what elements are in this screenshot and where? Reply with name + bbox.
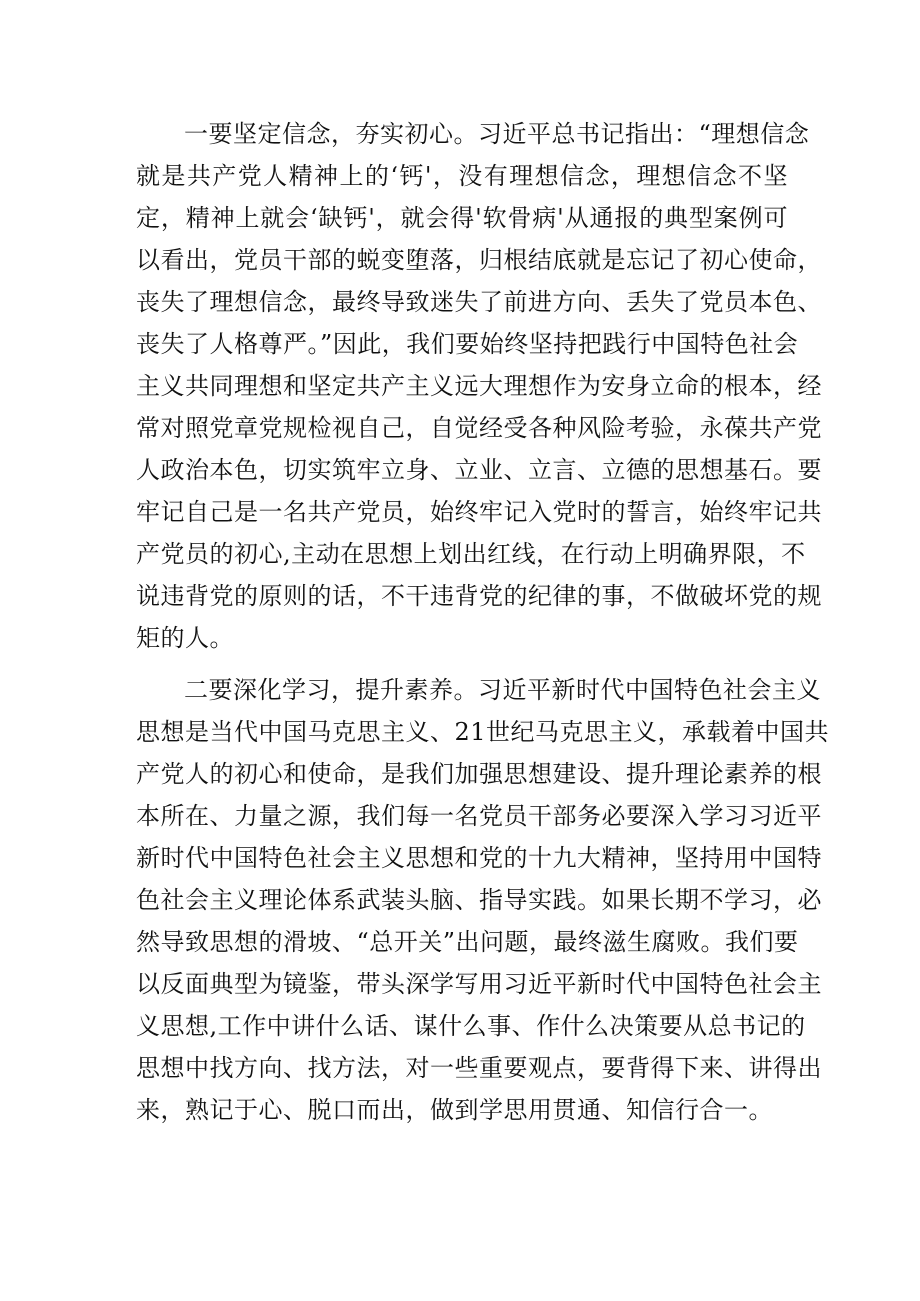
paragraph-1-line-5: 丧失了理想信念，最终导致迷失了前进方向、丢失了党员本色、	[136, 288, 822, 316]
paragraph-1-line-3: 定，精神上就会‘缺钙'，就会得'软骨病'从通报的典型案例可	[136, 204, 788, 232]
paragraph-1-line-1: 一要坚定信念，夯实初心。习近平总书记指出：“理想信念	[184, 120, 810, 148]
paragraph-1-line-13: 矩的人。	[136, 624, 234, 652]
paragraph-2-line-8: 以反面典型为镜鉴，带头深学写用习近平新时代中国特色社会主	[136, 970, 822, 998]
paragraph-1-line-4: 以看出，党员干部的蜕变堕落，归根结底就是忘记了初心使命，	[136, 246, 822, 274]
paragraph-2-line-11: 来，熟记于心、脱口而出，做到学思用贯通、知信行合一。	[136, 1096, 773, 1124]
paragraph-1-line-8: 常对照党章党规检视自己，自觉经受各种风险考验，永葆共产党	[136, 414, 822, 442]
paragraph-1-line-6: 丧失了人格尊严。”因此，我们要始终坚持把践行中国特色社会	[136, 330, 799, 358]
paragraph-1-line-7: 主义共同理想和坚定共产主义远大理想作为安身立命的根本，经	[136, 372, 822, 400]
paragraph-1-line-2: 就是共产党人精神上的‘钙'，没有理想信念，理想信念不坚	[136, 162, 788, 190]
paragraph-2-line-5: 新时代中国特色社会主义思想和党的十九大精神，坚持用中国特	[136, 844, 822, 872]
paragraph-2-line-6: 色社会主义理论体系武装头脑、指导实践。如果长期不学习，必	[136, 886, 822, 914]
paragraph-2-line-1: 二要深化学习，提升素养。习近平新时代中国特色社会主义	[184, 676, 821, 704]
paragraph-2-line-2: 思想是当代中国马克思主义、21世纪马克思主义，承载着中国共	[136, 718, 830, 746]
paragraph-2-line-3: 产党人的初心和使命，是我们加强思想建设、提升理论素养的根	[136, 760, 822, 788]
paragraph-2-line-9: 义思想,工作中讲什么话、谋什么事、作什么决策要从总书记的	[136, 1012, 806, 1040]
paragraph-2-line-10: 思想中找方向、找方法，对一些重要观点，要背得下来、讲得出	[136, 1054, 822, 1082]
paragraph-1-line-11: 产党员的初心,主动在思想上划出红线，在行动上明确界限，不	[136, 540, 806, 568]
paragraph-1-line-10: 牢记自己是一名共产党员，始终牢记入党时的誓言，始终牢记共	[136, 498, 822, 526]
paragraph-2-line-4: 本所在、力量之源，我们每一名党员干部务必要深入学习习近平	[136, 802, 822, 830]
paragraph-1-line-12: 说违背党的原则的话，不干违背党的纪律的事，不做破坏党的规	[136, 582, 822, 610]
paragraph-2-line-7: 然导致思想的滑坡、“总开关”出问题，最终滋生腐败。我们要	[136, 928, 799, 956]
paragraph-1-line-9: 人政治本色，切实筑牢立身、立业、立言、立德的思想基石。要	[136, 456, 822, 484]
